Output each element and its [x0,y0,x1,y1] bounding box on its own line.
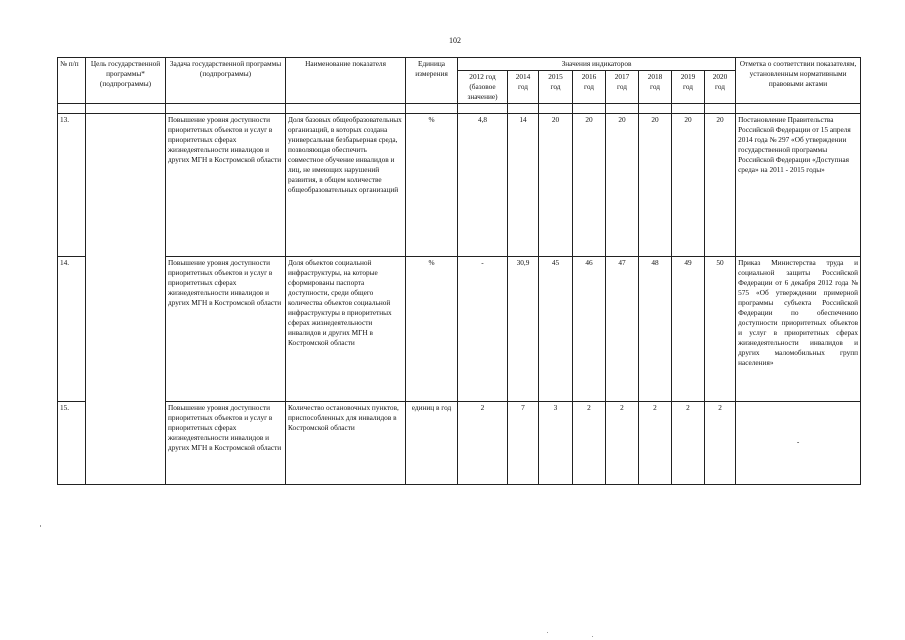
header-year-2018: 2018 год [639,71,672,104]
row-value-2015: 45 [539,257,573,402]
row-value-2018: 2 [639,402,672,485]
row-indicator: Доля базовых общеобразовательных организаций, в которых создана универсальная безбарьерная среда, позволяющая обеспечить совместное обучение инвалидов и лиц, не имеющих нарушений развития, в общем количестве общеобразовательных организаций [286,114,406,257]
row-task: Повышение уровня доступности приоритетных объектов и услуг в приоритетных сферах жизнедеятельности инвалидов и других МГН в Костромской области [166,257,286,402]
row-value-2020: 2 [705,402,736,485]
row-value-2015: 3 [539,402,573,485]
table-row [58,257,861,402]
row-value-2014: 14 [508,114,539,257]
row-value-2019: 20 [672,114,705,257]
header-row-1 [58,58,861,71]
row-goal [86,114,166,485]
row-compliance: Приказ Министерства труда и социальной защиты Российской Федерации от 6 декабря 2012 года № 575 «Об утверждении примерной программы субъекта Российской Федерации по обеспечению доступности приоритетных объектов и услуг в приоритетных сферах жизнедеятельности инвалидов и других маломобильных групп населения» [736,257,861,402]
row-value-2014: 7 [508,402,539,485]
header-year-2015: 2015 год [539,71,573,104]
row-base-value: - [458,257,508,402]
row-num: 15. [58,402,86,485]
row-value-2019: 2 [672,402,705,485]
table-row [58,114,861,257]
header-year-2016: 2016 год [573,71,606,104]
indicators-table [57,57,861,485]
row-task: Повышение уровня доступности приоритетных объектов и услуг в приоритетных сферах жизнедеятельности инвалидов и других МГН в Костромской области [166,114,286,257]
row-num: 14. [58,257,86,402]
row-value-2017: 47 [606,257,639,402]
row-value-2016: 20 [573,114,606,257]
row-value-2017: 20 [606,114,639,257]
scan-artifact [547,632,548,633]
header-values-group: Значения индикаторов [458,58,736,71]
row-compliance: Постановление Правительства Российской Федерации от 15 апреля 2014 года № 297 «Об утверждении государственной программы Российской Федерации «Доступная среда» на 2011 - 2015 годы» [736,114,861,257]
spacer-row [58,104,861,114]
row-base-value: 4,8 [458,114,508,257]
row-base-value: 2 [458,402,508,485]
row-value-2020: 20 [705,114,736,257]
row-value-2020: 50 [705,257,736,402]
header-task: Задача государственной программы (подпрограммы) [166,58,286,104]
header-year-2014: 2014 год [508,71,539,104]
header-indicator-name: Наименование показателя [286,58,406,104]
header-unit: Единица измерения [406,58,458,104]
header-year-2020: 2020 год [705,71,736,104]
scan-artifact [592,636,593,637]
row-value-2014: 30,9 [508,257,539,402]
header-compliance: Отметка о соответствии показателям, установленным нормативными правовыми актами [736,58,861,104]
row-indicator: Доля объектов социальной инфраструктуры, на которые сформированы паспорта доступности, среди общего количества объектов социальной инфраструктуры в приоритетных сферах жизнедеятельности инвалидов и других МГН в Костромской области [286,257,406,402]
row-num: 13. [58,114,86,257]
row-value-2017: 2 [606,402,639,485]
row-compliance [736,402,861,485]
scan-artifact [40,525,41,527]
row-value-2018: 48 [639,257,672,402]
row-value-2016: 46 [573,257,606,402]
header-goal: Цель государственной программы* (подпрограммы) [86,58,166,104]
row-value-2018: 20 [639,114,672,257]
header-num: № п/п [58,58,86,104]
row-value-2015: 20 [539,114,573,257]
row-value-2016: 2 [573,402,606,485]
header-base-year: 2012 год (базовое значение) [458,71,508,104]
row-unit: % [406,114,458,257]
header-year-2017: 2017 год [606,71,639,104]
page-number: 102 [449,36,461,45]
row-indicator: Количество остановочных пунктов, приспособленных для инвалидов в Костромской области [286,402,406,485]
header-year-2019: 2019 год [672,71,705,104]
table-row [58,402,861,485]
row-unit: % [406,257,458,402]
row-value-2019: 49 [672,257,705,402]
compliance-dash: - [796,437,800,446]
row-unit: единиц в год [406,402,458,485]
row-task: Повышение уровня доступности приоритетных объектов и услуг в приоритетных сферах жизнедеятельности инвалидов и других МГН в Костромской области [166,402,286,485]
